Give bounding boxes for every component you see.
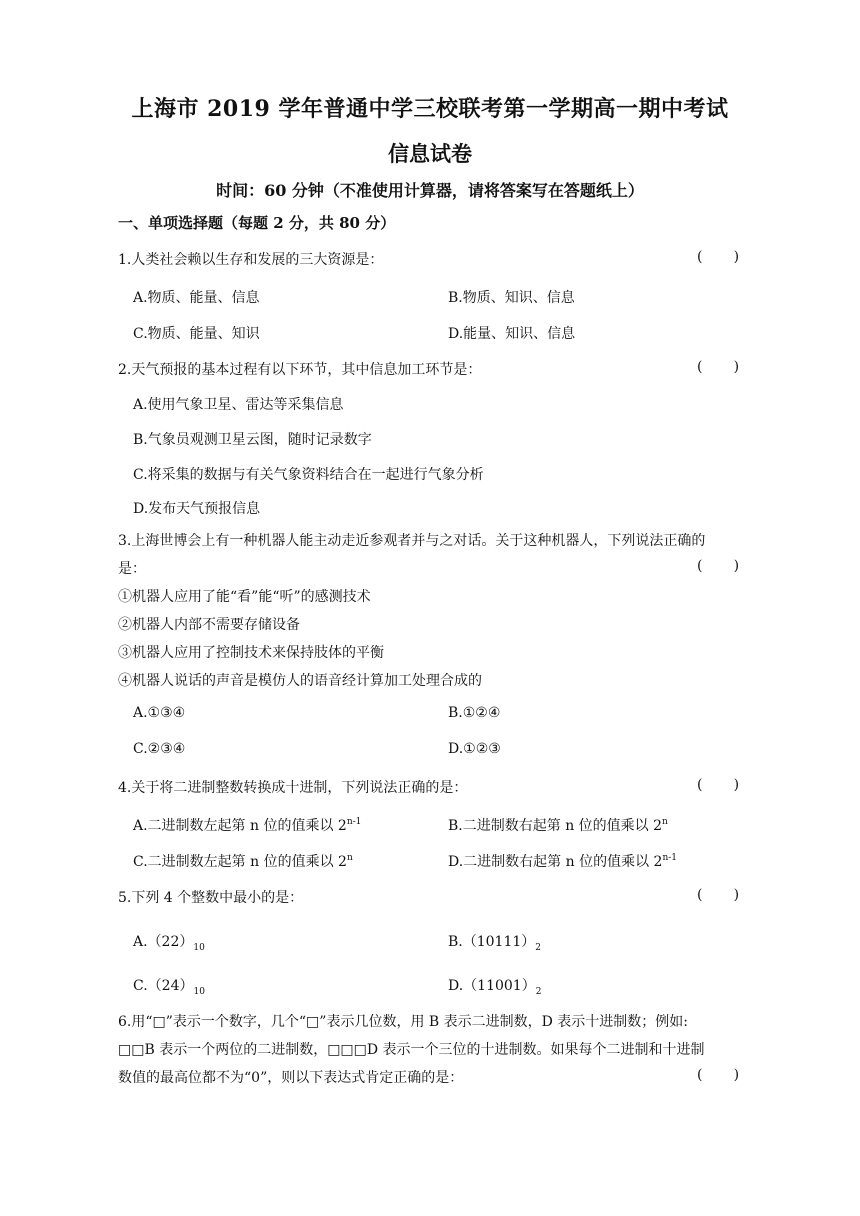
q5-option-a	[133, 931, 205, 953]
q5-option-d-text: D.（11001）	[448, 978, 536, 994]
question-5-stem: 5.下列 4 个整数中最小的是：	[118, 890, 304, 906]
q3-statement-2: ②机器人内部不需要存储设备	[118, 617, 300, 633]
q4-option-a-text: A.二进制数左起第 n 位的值乘以 2	[133, 818, 347, 834]
q5-option-c-base: 10	[193, 987, 205, 997]
q1-option-d: D.能量、知识、信息	[448, 326, 576, 342]
q5-option-b	[448, 931, 541, 953]
q4-option-a	[133, 815, 361, 835]
q5-option-b-text: B.（10111）	[448, 934, 536, 950]
q1-option-a: A.物质、能量、信息	[133, 290, 260, 306]
q1-option-b: B.物质、知识、信息	[448, 290, 575, 306]
q5-option-a-base: 10	[193, 943, 205, 953]
q4-option-b-text: B.二进制数右起第 n 位的值乘以 2	[448, 818, 663, 834]
q3-option-b: B.①②④	[448, 705, 501, 721]
question-4-stem: 4.关于将二进制整数转换成十进制，下列说法正确的是：	[118, 780, 468, 796]
answer-blank-3: ( )	[697, 558, 740, 574]
question-6-stem-cont-2: 数值的最高位都不为“0”，则以下表达式肯定正确的是：	[118, 1070, 464, 1086]
q4-option-d-exponent: n-1	[662, 853, 678, 863]
q5-option-b-base: 2	[535, 943, 542, 953]
exam-instructions: 时间：60 分钟（不准使用计算器，请将答案写在答题纸上）	[216, 181, 644, 200]
answer-blank-6: ( )	[697, 1067, 740, 1083]
q3-option-a: A.①③④	[133, 705, 186, 721]
q3-option-d: D.①②③	[448, 741, 501, 757]
q3-statement-4: ④机器人说话的声音是模仿人的语音经计算加工处理合成的	[118, 673, 482, 689]
q4-option-b-exponent: n	[662, 817, 668, 827]
q2-option-d: D.发布天气预报信息	[133, 501, 261, 517]
q5-option-d	[448, 975, 541, 997]
question-6-stem: 6.用“□”表示一个数字，几个“□”表示几位数，用 B 表示二进制数，D 表示十进制数；例如:	[118, 1014, 689, 1030]
exam-subject: 信息试卷	[388, 141, 472, 166]
q3-statement-3: ③机器人应用了控制技术来保持肢体的平衡	[118, 645, 384, 661]
exam-title: 上海市 2019 学年普通中学三校联考第一学期高一期中考试	[131, 96, 729, 122]
q1-option-c: C.物质、能量、知识	[133, 326, 260, 342]
q4-option-a-exponent: n-1	[346, 817, 362, 827]
q4-option-c-exponent: n	[346, 853, 353, 863]
question-2-stem: 2.天气预报的基本过程有以下环节，其中信息加工环节是：	[118, 362, 482, 378]
q3-statement-1: ①机器人应用了能“看”能“听”的感测技术	[118, 589, 371, 605]
q5-option-a-text: A.（22）	[133, 934, 194, 950]
answer-blank-2: ( )	[697, 359, 740, 375]
answer-blank-1: ( )	[697, 249, 740, 265]
q2-option-b: B.气象员观测卫星云图，随时记录数字	[133, 432, 372, 448]
q5-option-d-base: 2	[535, 987, 542, 997]
question-1-stem: 1.人类社会赖以生存和发展的三大资源是：	[118, 252, 384, 268]
q3-option-c: C.②③④	[133, 741, 186, 757]
answer-blank-4: ( )	[697, 777, 740, 793]
question-3-stem: 3.上海世博会上有一种机器人能主动走近参观者并与之对话。关于这种机器人，下列说法正确的	[118, 533, 706, 549]
section-heading: 一、单项选择题（每题 2 分，共 80 分）	[118, 214, 396, 232]
question-6-stem-cont-1: □□B 表示一个两位的二进制数，□□□D 表示一个三位的十进制数。如果每个二进制和十进制	[118, 1042, 705, 1058]
q2-option-c: C.将采集的数据与有关气象资料结合在一起进行气象分析	[133, 467, 484, 483]
question-3-stem-cont: 是：	[118, 561, 146, 577]
q4-option-b	[448, 815, 668, 835]
answer-blank-5: ( )	[697, 887, 740, 903]
q5-option-c	[133, 975, 205, 997]
q4-option-d	[448, 851, 677, 871]
q2-option-a: A.使用气象卫星、雷达等采集信息	[133, 397, 344, 413]
q4-option-c	[133, 851, 353, 871]
q4-option-d-text: D.二进制数右起第 n 位的值乘以 2	[448, 854, 663, 870]
q4-option-c-text: C.二进制数左起第 n 位的值乘以 2	[133, 854, 347, 870]
q5-option-c-text: C.（24）	[133, 978, 194, 994]
